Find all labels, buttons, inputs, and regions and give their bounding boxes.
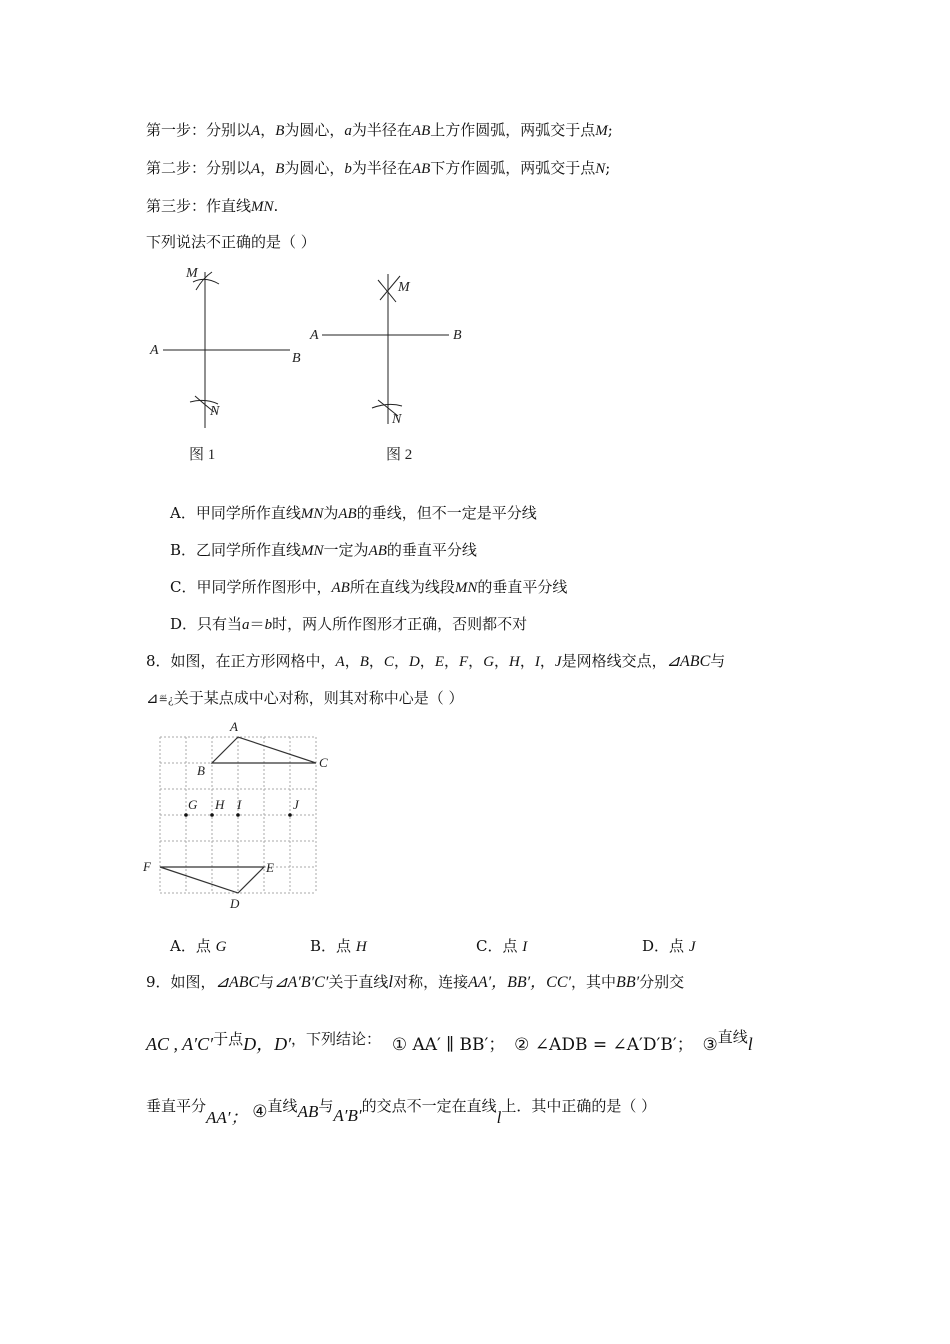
var: AB (331, 580, 350, 596)
option-text: 乙同学所作直线 (196, 541, 302, 559)
option-text: 所在直线为线段 (349, 578, 455, 596)
label-e: E (266, 860, 274, 875)
step-text: 为圆心， (284, 121, 345, 139)
label-i: I (237, 797, 242, 812)
option-text: 的垂直平分线 (477, 578, 568, 596)
option-letter: A． (170, 504, 196, 522)
var: G (215, 939, 227, 955)
label-c: C (319, 755, 328, 770)
q8-grid-figure (140, 717, 340, 912)
var: H (509, 654, 520, 670)
segment-aa: AA′； (206, 1108, 248, 1127)
option-text: 为 (323, 504, 339, 522)
fig1-label-m: M (186, 266, 198, 281)
option-text: ＝ (249, 615, 265, 633)
step-text: 第一步：分别以 (146, 121, 252, 139)
conclusion-4-marker: ④ (252, 1102, 268, 1122)
segments: AA′，BB′，CC′ (468, 974, 572, 991)
q8-text: 是网格线交点， (561, 652, 667, 670)
q9-text: 与 (259, 973, 275, 991)
fig1-caption: 图 1 (189, 447, 216, 463)
fig2-label-n: N (392, 412, 402, 427)
conclusion-1: ① AA′ ∥ BB′； (391, 1035, 506, 1055)
segments-ac: AC , A′C′ (146, 1034, 214, 1054)
step-1 (146, 120, 613, 141)
option-letter: B． (170, 541, 197, 559)
var: H (355, 939, 367, 955)
q8-option-a (170, 936, 226, 957)
punct: ， (260, 159, 276, 177)
var: MN (251, 199, 274, 215)
option-text: 甲同学所作直线 (195, 504, 301, 522)
construction-figures (0, 262, 950, 492)
label-g: G (188, 797, 198, 812)
var: MN (300, 506, 324, 522)
q8-text: 关于某点成中心对称，则其对称中心是（ ） (173, 689, 464, 707)
var: a (242, 617, 250, 633)
fig2-arc-m2 (380, 276, 400, 300)
var: B (359, 654, 369, 670)
option-text: 点 (502, 937, 518, 955)
option-text: 点 (336, 937, 352, 955)
garbled-glyph: ≝¿ (158, 693, 174, 706)
var-l: l (496, 1108, 502, 1127)
q8-option-b (310, 936, 367, 957)
var: A (251, 161, 261, 177)
fig2-label-a: A (310, 328, 319, 343)
q9-text: 上．其中正确的是（ ） (501, 1097, 657, 1115)
label-j: J (293, 797, 299, 812)
q8-text: 与 (710, 652, 726, 670)
point-g (184, 813, 188, 817)
q9-text: 直线 (267, 1097, 298, 1115)
step-text: 上方作圆弧，两弧交于点 (430, 121, 596, 139)
option-text: 只有当 (197, 615, 243, 633)
option-text: 甲同学所作图形中， (196, 578, 332, 596)
q8-line-2 (146, 688, 463, 710)
var: b (264, 617, 273, 633)
option-letter: C． (170, 578, 197, 596)
var-l: l (388, 972, 394, 991)
q9-text: 关于直线 (328, 973, 389, 991)
q9-text: 对称，连接 (393, 973, 469, 991)
fig2-label-b: B (453, 328, 462, 343)
q7-prompt: 下列说法不正确的是（ ） (146, 233, 316, 251)
q9-line-2 (146, 1030, 753, 1059)
conclusion-2: ② ∠ADB = ∠A′D′B′； (514, 1035, 694, 1055)
q9-text: ，其中 (571, 973, 617, 991)
var: D (408, 654, 420, 670)
label-f: F (143, 859, 151, 874)
var: I (522, 939, 528, 955)
triangle-abc: ⊿ABC (666, 653, 711, 670)
q9-text: 于点 (213, 1030, 244, 1048)
label-d: D (230, 896, 240, 911)
q8-option-d (642, 936, 696, 957)
option-text: 时，两人所作图形才正确，否则都不对 (272, 615, 528, 633)
label-b: B (197, 763, 205, 778)
var: B (275, 161, 285, 177)
step-text: 下方作圆弧，两弧交于点 (430, 159, 596, 177)
fig1-label-b: B (292, 351, 301, 366)
var: A (251, 123, 261, 139)
punct: ; (607, 121, 613, 139)
step-3 (146, 196, 278, 217)
triangle-symbol: ⊿ (146, 689, 159, 707)
var: A (335, 654, 345, 670)
q9-text: 垂直平分 (146, 1097, 207, 1115)
fig1-label-n: N (210, 404, 220, 419)
option-letter: A． (170, 937, 196, 955)
var: G (483, 654, 495, 670)
q7-option-d (170, 614, 527, 635)
option-letter: B． (310, 937, 337, 955)
q9-line-1 (146, 972, 684, 993)
var: AB (338, 506, 357, 522)
punct: ， (260, 121, 276, 139)
var: MN (301, 543, 324, 559)
var: J (688, 939, 696, 955)
var: C (383, 654, 394, 670)
option-text: 的垂直平分线 (386, 541, 477, 559)
var: MN (454, 580, 478, 596)
option-text: 的垂线，但不一定是平分线 (356, 504, 537, 522)
q9-text: 与 (318, 1097, 334, 1115)
points-d: D，D′ (243, 1034, 292, 1054)
q9-line-3 (146, 1098, 656, 1126)
var: I (534, 654, 540, 670)
option-letter: C． (476, 937, 503, 955)
segment-bb: BB′ (616, 974, 640, 991)
fig1-label-a: A (150, 343, 159, 358)
q8-line-1: 8．如图，在正方形网格中，A，B，C，D，E，F，G，H，I，J是网格线交点，⊿ABC与 (146, 652, 726, 670)
q7-option-b (170, 540, 477, 561)
option-letter: D． (170, 615, 198, 633)
line-ab: AB (297, 1102, 319, 1121)
var: AB (368, 543, 387, 559)
point-j (288, 813, 292, 817)
option-text: 点 (195, 937, 211, 955)
label-a: A (230, 719, 238, 734)
q9-text: ，下列结论： (291, 1030, 382, 1048)
punct: ; (605, 159, 611, 177)
triangle-a-b-c-prime: ⊿A′B′C′ (274, 974, 329, 991)
var: AB (411, 123, 431, 139)
var: B (275, 123, 285, 139)
var: a (344, 123, 352, 139)
q8-option-c (476, 936, 527, 957)
step-text: 为半径在 (351, 121, 412, 139)
triangle-abc: ⊿ABC (215, 974, 260, 991)
var: J (554, 654, 562, 670)
option-text: 点 (669, 937, 685, 955)
point-h (210, 813, 214, 817)
label-h: H (215, 797, 225, 812)
step-text: 第三步：作直线 (146, 197, 252, 215)
fig2-label-m: M (398, 280, 410, 295)
var: N (595, 161, 606, 177)
q8-text: 8．如图，在正方形网格中， (146, 652, 336, 670)
var: E (434, 654, 444, 670)
line-a-b-prime: A′B′ (333, 1106, 362, 1125)
q7-option-a (170, 503, 537, 524)
var: AB (411, 161, 431, 177)
q9-text: 的交点不一定在直线 (361, 1097, 497, 1115)
q7-option-c (170, 577, 567, 598)
step-text: 为半径在 (351, 159, 412, 177)
punct: . (273, 197, 279, 215)
step-text: 第二步：分别以 (146, 159, 252, 177)
q9-text: 直线 (717, 1028, 748, 1046)
var: M (595, 123, 608, 139)
fig2-caption: 图 2 (386, 447, 413, 463)
step-2 (146, 158, 610, 179)
var: F (459, 654, 469, 670)
var-l: l (747, 1034, 753, 1054)
q9-text: 9．如图， (146, 973, 216, 991)
conclusion-3-marker: ③ (702, 1035, 718, 1055)
fig1-arc-m2 (196, 272, 212, 290)
point-i (236, 813, 240, 817)
option-text: 一定为 (323, 541, 369, 559)
option-letter: D． (642, 937, 670, 955)
q9-text: 分别交 (639, 973, 685, 991)
step-text: 为圆心， (284, 159, 345, 177)
var: b (344, 161, 352, 177)
